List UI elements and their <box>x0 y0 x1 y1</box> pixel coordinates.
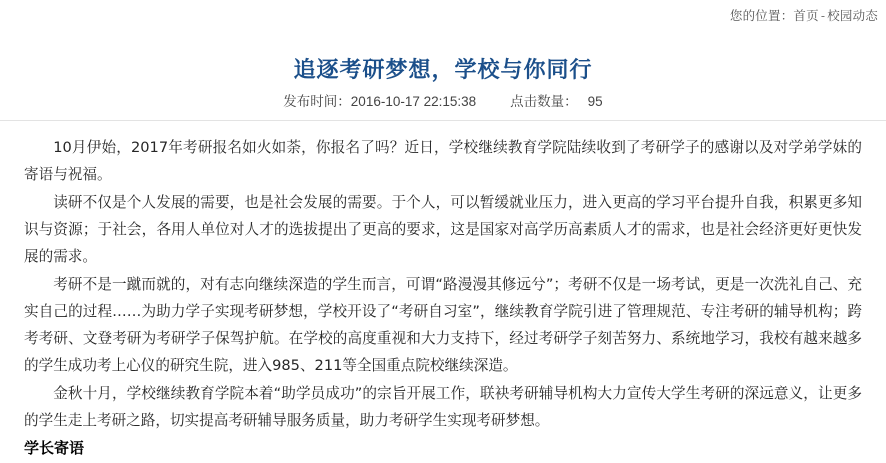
breadcrumb-prefix: 您的位置： <box>729 9 794 23</box>
article-paragraph: 金秋十月，学校继续教育学院本着“助学员成功”的宗旨开展工作，联袂考研辅导机构大力宣传大学生考研的深远意义，让更多的学生走上考研之路，切实提高考研辅导服务质量，助力考研学生实现考研梦想。 <box>24 385 862 429</box>
breadcrumb <box>730 6 878 24</box>
page-title: 追逐考研梦想，学校与你同行 <box>293 57 593 83</box>
article-meta <box>0 90 886 110</box>
article-paragraph: 10月伊始，2017年考研报名如火如荼，你报名了吗？近日，学校继续教育学院陆续收到了考研学子的感谢以及对学弟学妹的寄语与祝福。 <box>24 139 862 183</box>
breadcrumb-separator: - <box>820 9 826 23</box>
publish-time-item <box>283 90 476 110</box>
publish-time-value: 2016-10-17 22:15:38 <box>350 94 477 109</box>
article-paragraph: 读研不仅是个人发展的需要，也是社会发展的需要。于个人，可以暂缓就业压力，进入更高的学习平台提升自我，积累更多知识与资源；于社会，各用人单位对人才的选拔提出了更高的要求，这是国家对高学历高素质人才的需求，也是社会经济更好更快发展的需求。 <box>24 194 862 265</box>
breadcrumb-home-link[interactable]: 首页 <box>793 9 819 23</box>
section-heading: 学长寄语 <box>24 439 85 457</box>
article-body <box>24 134 862 463</box>
view-count-value: 95 <box>587 94 603 109</box>
article-paragraph: 考研不是一蹴而就的，对有志向继续深造的学生而言，可谓“路漫漫其修远兮”；考研不仅是一场考试，更是一次洗礼自己、充实自己的过程……为助力学子实现考研梦想，学校开设了“考研自习室”，继续教育学院引进了管理规范、专注考研的辅导机构；跨考考研、文登考研为考研学子保驾护航。在学校的高度重视和大力支持下，经过考研学子刻苦努力、系统地学习，我校有越来越多的学生成功考上心仪的研究生院，进入985、211等全国重点院校继续深造。 <box>24 276 862 374</box>
view-count-item <box>510 90 603 110</box>
header-divider <box>0 120 886 121</box>
breadcrumb-current: 校园动态 <box>827 9 878 23</box>
publish-time-label: 发布时间： <box>283 94 351 109</box>
view-count-label: 点击数量： <box>510 94 578 109</box>
